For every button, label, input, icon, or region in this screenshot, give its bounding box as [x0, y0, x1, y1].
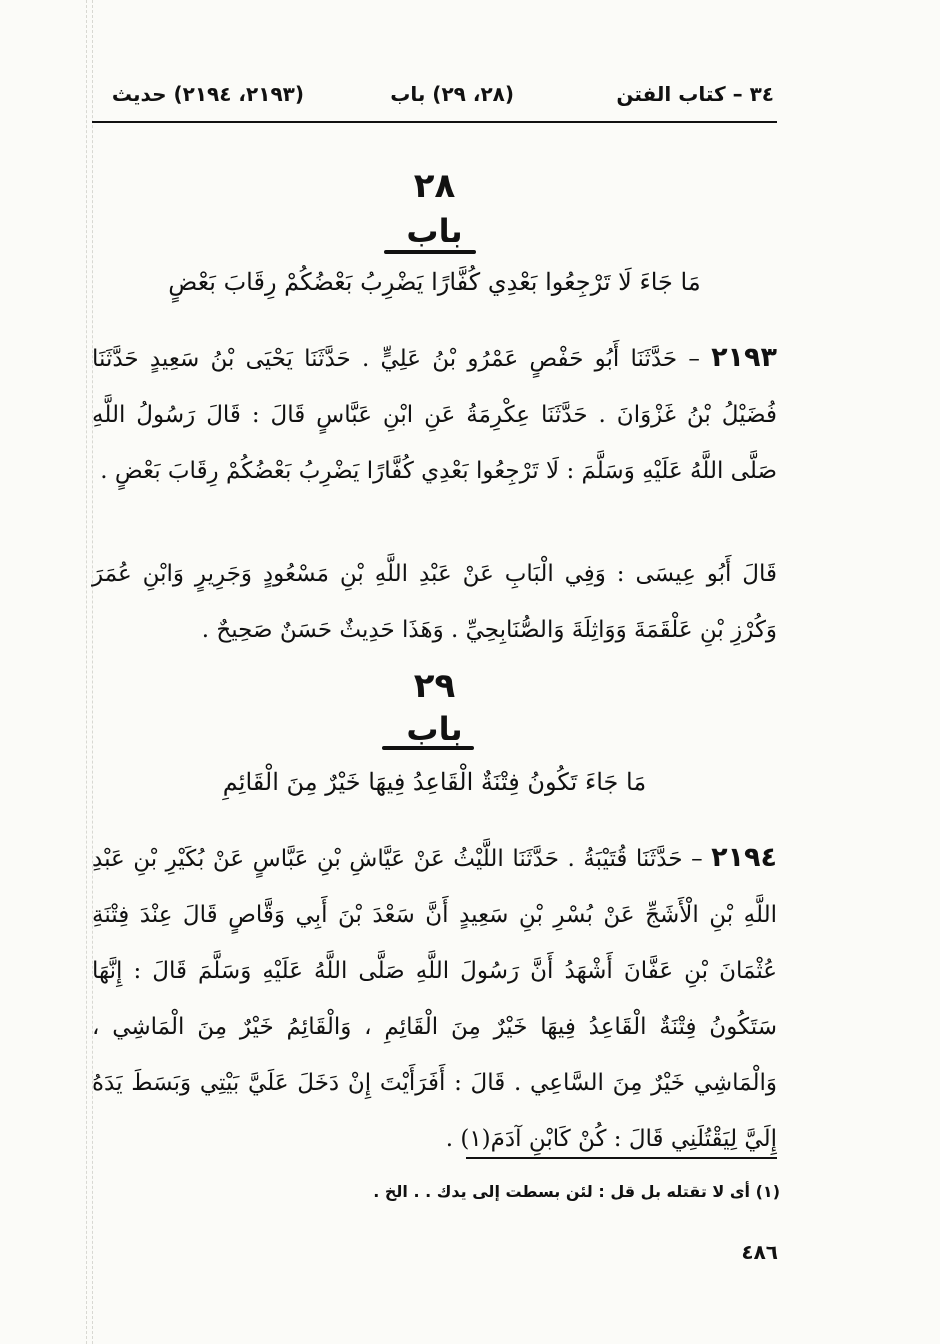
chapter-word-bab-29: باب [406, 710, 463, 748]
chapter-title-28: مَا جَاءَ لَا تَرْجِعُوا بَعْدِي كُفَّارًا يَضْرِبُ بَعْضُكُمْ رِقَابَ بَعْضٍ [168, 268, 701, 296]
hadith-text-2194: – حَدَّثَنَا قُتَيْبَةُ . حَدَّثَنَا اللَّيْثُ عَنْ عَيَّاشِ بْنِ عَبَّاسٍ عَنْ بُكَيْرِ بْنِ عَبْدِ اللَّهِ بْنِ الْأَشَجِّ عَنْ بُسْرِ بْنِ سَعِيدٍ أَنَّ سَعْدَ بْنَ أَبِي وَقَّاصٍ قَالَ عِنْدَ فِتْنَةِ عُثْمَانَ بْنِ عَفَّانَ أَشْهَدُ أَنَّ رَسُولَ اللَّهِ صَلَّى اللَّهُ عَلَيْهِ وَسَلَّمَ قَالَ : إِنَّهَا سَتَكُونُ فِتْنَةٌ الْقَاعِدُ فِيهَا خَيْرٌ مِنَ الْقَائِمِ ، وَالْقَائِمُ خَيْرٌ مِنَ الْمَاشِي ، وَالْمَاشِي خَيْرٌ مِنَ السَّاعِي . قَالَ : أَفَرَأَيْتَ إِنْ دَخَلَ عَلَيَّ بَيْتِي وَبَسَطَ يَدَهُ إِلَيَّ لِيَقْتُلَنِي قَالَ : كُنْ كَابْنِ آدَمَ(١) . [92, 846, 777, 1152]
header-book-title: ٣٤ – كتاب الفتن [616, 82, 774, 106]
hadith-comment-2193: قَالَ أَبُو عِيسَى : وَفِي الْبَابِ عَنْ عَبْدِ اللَّهِ بْنِ مَسْعُودٍ وَجَرِيرٍ وَابْنِ عُمَرَ وَكُرْزِ بْنِ عَلْقَمَةَ وَوَاثِلَةَ وَالصُّنَابِحِيِّ . وَهَذَا حَدِيثٌ حَسَنٌ صَحِيحٌ . [92, 561, 777, 643]
hadith-text-2193: – حَدَّثَنَا أَبُو حَفْصٍ عَمْرُو بْنُ عَلِيٍّ . حَدَّثَنَا يَحْيَى بْنُ سَعِيدٍ حَدَّثَنَا فُضَيْلُ بْنُ غَزْوَانَ . حَدَّثَنَا عِكْرِمَةُ عَنِ ابْنِ عَبَّاسٍ قَالَ : قَالَ رَسُولُ اللَّهِ صَلَّى اللَّهُ عَلَيْهِ وَسَلَّمَ : لَا تَرْجِعُوا بَعْدِي كُفَّارًا يَضْرِبُ بَعْضُكُمْ رِقَابَ بَعْضٍ . [92, 346, 777, 484]
footnote: (١) أى لا تقتله بل قل : لئن بسطت إلى يدك . . الخ . [373, 1182, 780, 1201]
chapter-number-29: ٢٩ [413, 666, 456, 706]
chapter-word-bab-28: باب [406, 212, 463, 250]
footnote-rule [466, 1157, 777, 1159]
page-guide-left [86, 0, 87, 1344]
chapter-swash-28 [384, 250, 476, 254]
chapter-number-28: ٢٨ [413, 166, 456, 206]
hadith-number-2194: ٢١٩٤ [711, 842, 778, 873]
hadith-2193 [92, 330, 777, 499]
header-hadith-range: (٢١٩٣، ٢١٩٤) حديث [111, 82, 304, 106]
hadith-number-2193: ٢١٩٣ [711, 342, 777, 373]
hadith-2194 [92, 830, 777, 1167]
header-rule [92, 121, 777, 123]
header-bab-range: (٢٨، ٢٩) باب [390, 82, 514, 106]
chapter-swash-29 [382, 746, 474, 750]
running-header [92, 82, 774, 116]
chapter-title-29: مَا جَاءَ تَكُونُ فِتْنَةٌ الْقَاعِدُ فِيهَا خَيْرٌ مِنَ الْقَائِمِ [222, 768, 647, 796]
page-number: ٤٨٦ [741, 1240, 778, 1264]
